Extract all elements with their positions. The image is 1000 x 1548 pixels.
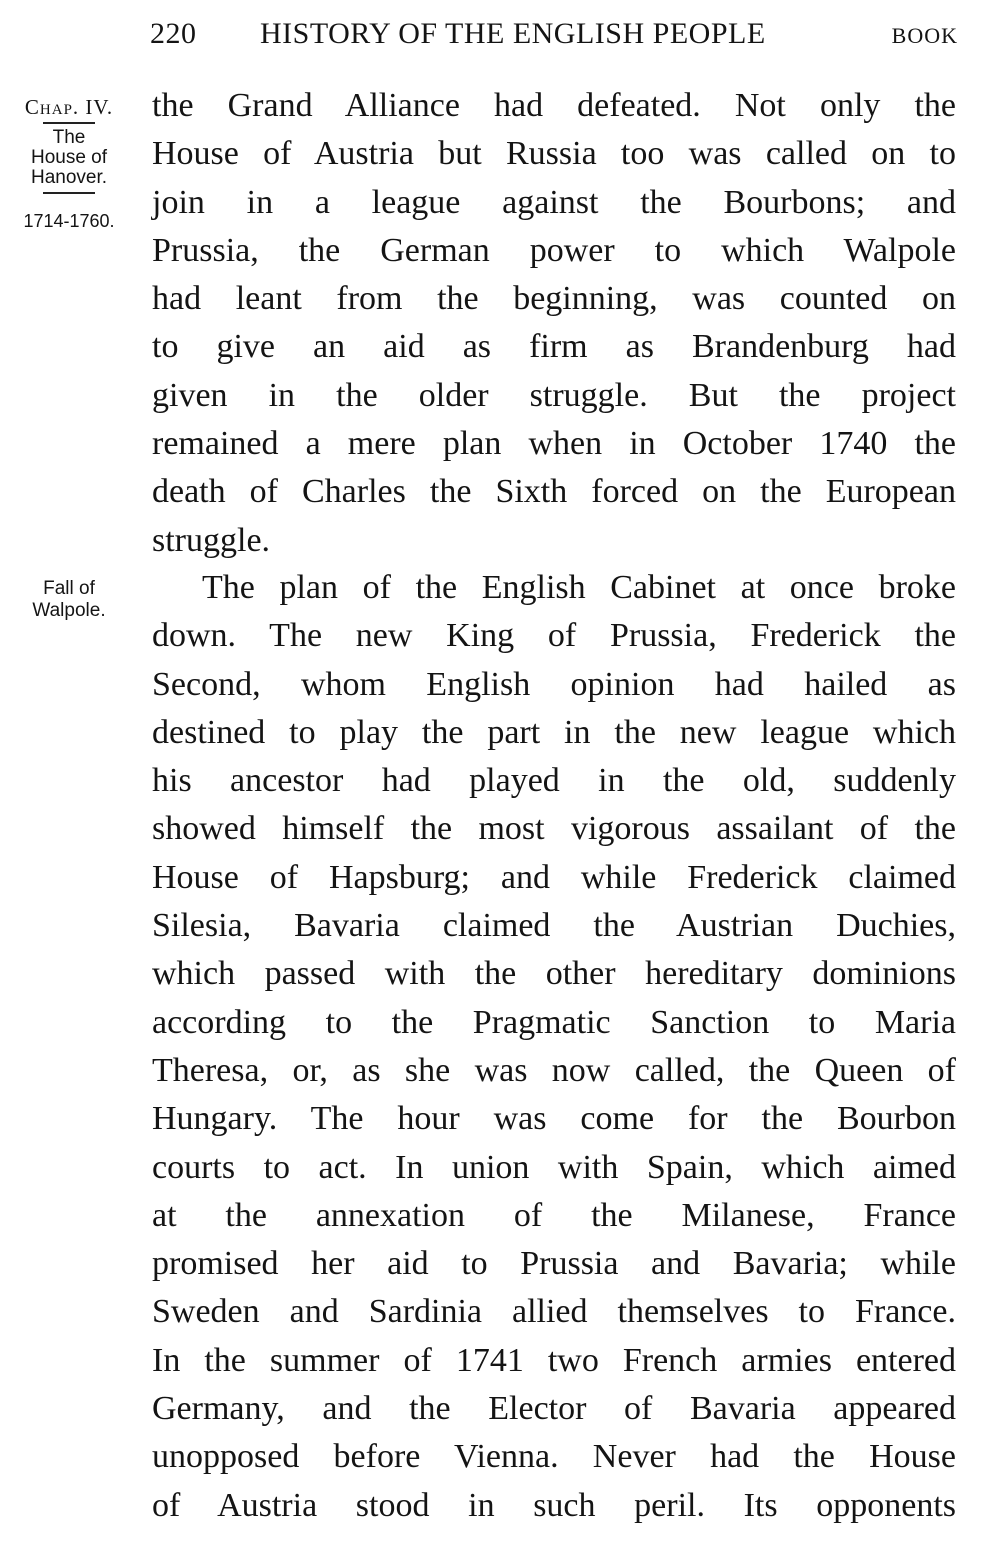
paragraph-1	[152, 82, 956, 565]
text-line: Germany, and the Elector of Bavaria appeared	[152, 1390, 956, 1428]
text-line: the Grand Alliance had defeated. Not only the	[152, 87, 956, 124]
text-line: his ancestor had played in the old, suddenly	[152, 762, 956, 800]
margin-rule-top	[43, 122, 95, 124]
text-line: promised her aid to Prussia and Bavaria; while	[152, 1245, 956, 1283]
text-line: destined to play the part in the new league which	[152, 713, 956, 751]
sidenote-line-1: Fall of	[43, 578, 95, 599]
margin-rule-bottom	[43, 192, 95, 194]
text-line: join in a league against the Bourbons; and	[152, 183, 956, 221]
text-line: The plan of the English Cabinet at once broke	[202, 569, 956, 606]
text-line: death of Charles the Sixth forced on the European	[152, 473, 956, 511]
text-line: had leant from the beginning, was counted on	[152, 280, 956, 318]
text-line: House of Hapsburg; and while Frederick claimed	[152, 858, 956, 896]
text-line: given in the older struggle. But the project	[152, 376, 956, 414]
text-line: remained a mere plan when in October 1740 the	[152, 425, 956, 463]
text-line: down. The new King of Prussia, Frederick the	[152, 617, 956, 655]
text-line: struggle.	[152, 521, 271, 559]
text-line: Hungary. The hour was come for the Bourbon	[152, 1100, 956, 1138]
date-range: 1714-1760.	[23, 211, 115, 231]
text-line: courts to act. In union with Spain, which aimed	[152, 1148, 956, 1186]
text-line: at the annexation of the Milanese, France	[152, 1196, 956, 1234]
text-line: unopposed before Vienna. Never had the House	[152, 1438, 956, 1476]
text-line: In the summer of 1741 two French armies entered	[152, 1341, 956, 1379]
text-line: Silesia, Bavaria claimed the Austrian Duchies,	[152, 907, 956, 945]
sidenote-fall-of-walpole	[10, 578, 128, 622]
text-line: Prussia, the German power to which Walpole	[152, 231, 956, 269]
text-line: to give an aid as firm as Brandenburg had	[152, 328, 956, 366]
text-line: showed himself the most vigorous assailant of the	[152, 810, 956, 848]
text-line: Theresa, or, as she was now called, the Queen of	[152, 1051, 956, 1089]
subject-line-3: Hanover.	[30, 167, 108, 188]
text-line: Sweden and Sardinia allied themselves to France.	[152, 1293, 956, 1331]
running-head	[150, 14, 958, 54]
subject-line-2: House of	[30, 147, 108, 168]
text-line: which passed with the other hereditary dominions	[152, 955, 956, 993]
subject-line-1: The	[52, 127, 86, 148]
page-number: 220	[150, 17, 197, 50]
chapter-label: Chap. IV.	[24, 95, 114, 119]
running-title: HISTORY OF THE ENGLISH PEOPLE	[260, 17, 766, 50]
text-line: House of Austria but Russia too was called on to	[152, 135, 956, 173]
sidenote-line-2: Walpole.	[32, 600, 106, 621]
paragraph-2	[152, 564, 956, 1530]
text-line: of Austria stood in such peril. Its opponents	[152, 1486, 956, 1524]
text-line: according to the Pragmatic Sanction to Maria	[152, 1003, 956, 1041]
book-label: BOOK	[891, 23, 958, 48]
margin-heading	[8, 96, 130, 232]
text-line: Second, whom English opinion had hailed as	[152, 665, 956, 703]
